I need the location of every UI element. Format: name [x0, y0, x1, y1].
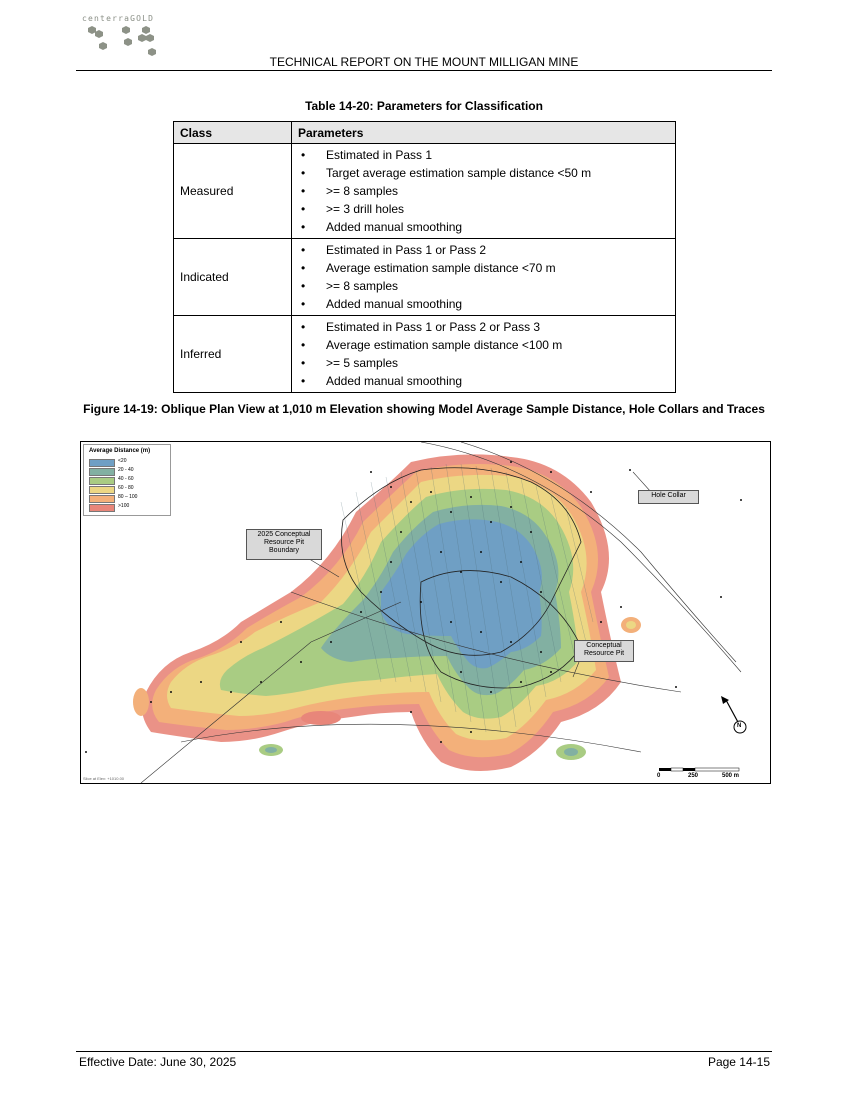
- parameter-item: • Estimated in Pass 1 or Pass 2: [298, 241, 669, 259]
- table-row: [174, 239, 676, 316]
- parameter-item: • Target average estimation sample distance <50 m: [298, 164, 669, 182]
- legend-swatch: [89, 459, 115, 467]
- parameter-item: • Average estimation sample distance <100 m: [298, 336, 669, 354]
- parameter-item: • Estimated in Pass 1 or Pass 2 or Pass 3: [298, 318, 669, 336]
- figure-caption: Figure 14-19: Oblique Plan View at 1,010 m Elevation showing Model Average Sample Distance, Hole Collars and Traces: [83, 402, 765, 416]
- parameter-item: • >= 3 drill holes: [298, 200, 669, 218]
- table-row: [174, 144, 676, 239]
- report-title: TECHNICAL REPORT ON THE MOUNT MILLIGAN MINE: [269, 55, 579, 69]
- parameter-item: • Added manual smoothing: [298, 372, 669, 390]
- classification-table: [173, 121, 676, 393]
- scale-label-zero: 0: [657, 773, 661, 779]
- parameter-item: • >= 5 samples: [298, 354, 669, 372]
- parameter-list: [298, 144, 669, 238]
- legend-label: 60 - 80: [118, 485, 134, 491]
- class-cell: Indicated: [174, 239, 292, 316]
- pit-boundary-callout: 2025 Conceptual Resource Pit Boundary: [246, 529, 322, 560]
- parameter-item: • >= 8 samples: [298, 182, 669, 200]
- parameter-item: • Estimated in Pass 1: [298, 146, 669, 164]
- table-caption: Table 14-20: Parameters for Classification: [305, 99, 543, 113]
- table-row: [174, 316, 676, 393]
- legend-label: >100: [118, 503, 130, 509]
- scale-bar: [659, 768, 739, 771]
- hole-collar-callout: Hole Collar: [638, 490, 699, 504]
- legend-label: 80 – 100: [118, 494, 138, 500]
- parameters-cell: [292, 316, 676, 393]
- parameter-list: [298, 316, 669, 392]
- logo-text: centerraGOLD: [82, 14, 155, 23]
- effective-date: Effective Date: June 30, 2025: [79, 1055, 237, 1069]
- class-cell: Inferred: [174, 316, 292, 393]
- legend-label: <20: [118, 458, 127, 464]
- legend-swatch: [89, 495, 115, 503]
- parameter-item: • Average estimation sample distance <70 m: [298, 259, 669, 277]
- legend-label: 20 - 40: [118, 467, 134, 473]
- header-rule: [76, 70, 772, 71]
- north-label: N: [737, 723, 742, 729]
- parameters-cell: [292, 144, 676, 239]
- slice-elevation-label: Slice at Elev: +1010.00: [83, 776, 125, 781]
- scale-label-mid: 250: [688, 773, 699, 779]
- map-legend: [83, 444, 171, 516]
- scale-label-end: 500 m: [722, 773, 740, 779]
- column-header-parameters: Parameters: [292, 122, 676, 144]
- resource-pit-callout: Conceptual Resource Pit: [574, 640, 634, 662]
- parameter-item: • >= 8 samples: [298, 277, 669, 295]
- footer-rule: [76, 1051, 772, 1052]
- plan-view-figure: [80, 441, 771, 784]
- parameter-item: • Added manual smoothing: [298, 295, 669, 313]
- legend-swatch: [89, 504, 115, 512]
- legend-swatch: [89, 477, 115, 485]
- page-number: Page 14-15: [707, 1055, 770, 1069]
- parameter-list: [298, 239, 669, 315]
- hole-collar-leader: [633, 472, 651, 492]
- column-header-class: Class: [174, 122, 292, 144]
- legend-swatch: [89, 468, 115, 476]
- parameter-item: • Added manual smoothing: [298, 218, 669, 236]
- legend-title: Average Distance (m): [89, 448, 151, 454]
- table-header-row: [174, 122, 676, 144]
- parameters-cell: [292, 239, 676, 316]
- class-cell: Measured: [174, 144, 292, 239]
- legend-swatch: [89, 486, 115, 494]
- north-arrow-icon: [721, 696, 746, 733]
- legend-label: 40 - 60: [118, 476, 134, 482]
